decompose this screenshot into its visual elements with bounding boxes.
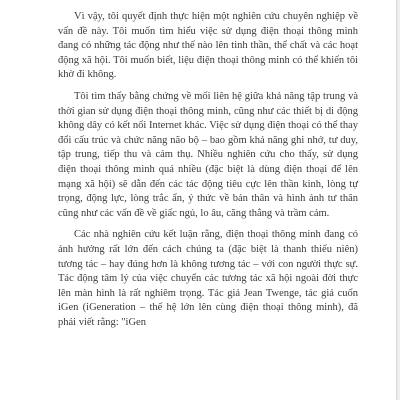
paragraph-2: Tôi tìm thấy bằng chứng về mối liên hệ giữa khả năng tập trung và thời gian sử dụng điện thoại thông minh, cũng như các thiết bị di động không dây có kết nối Internet khác. Việc sử dụng điện thoại có thể thay đổi cấu trúc và chức năng não bộ – bao gồm khả năng ghi nhớ, tư duy, tập trung, tiếp thu và cảm thụ. Nhiều nghiên cứu cho thấy, sử dụng điện thoại thông minh quá nhiều (đặc biệt là dùng điện thoại để lên mạng xã hội) sẽ dẫn đến các tác động tiêu cực lên thần kinh, lòng tự trọng, động lực, lòng trắc ẩn, ý thức về bản thân và hình ảnh tư thân cũng như các vấn đề về giấc ngủ, lo âu, căng thẳng và trầm cảm. — [58, 90, 358, 219]
paragraph-3: Các nhà nghiên cứu kết luận rằng, điện thoại thông minh đang có ảnh hưởng rất lớn đến cách chúng ta (đặc biệt là thanh thiếu niên) tương tác – hay đúng hơn là không tương tác – với con người thực sự. Tác động tâm lý của việc chuyển các tương tác xã hội ngoài đời thực lên màn hình là rất nghiêm trọng. Tác giả Jean Twenge, tác giả cuốn iGen (iGeneration – thế hệ lớn lên cùng điện thoại thông minh), đã phải viết rằng: "iGen — [58, 229, 358, 328]
paragraph-1: Vì vậy, tôi quyết định thực hiện một nghiên cứu chuyên nghiệp về vấn đề này. Tôi muốn tìm hiểu việc sử dụng điện thoại thông minh đang có những tác động như thế nào lên tinh thần, thể chất và các hoạt động xã hội. Tôi muốn biết, liệu điện thoại thông minh có thể khiến tôi khờ đi không. — [58, 11, 358, 81]
body-text — [58, 10, 358, 330]
